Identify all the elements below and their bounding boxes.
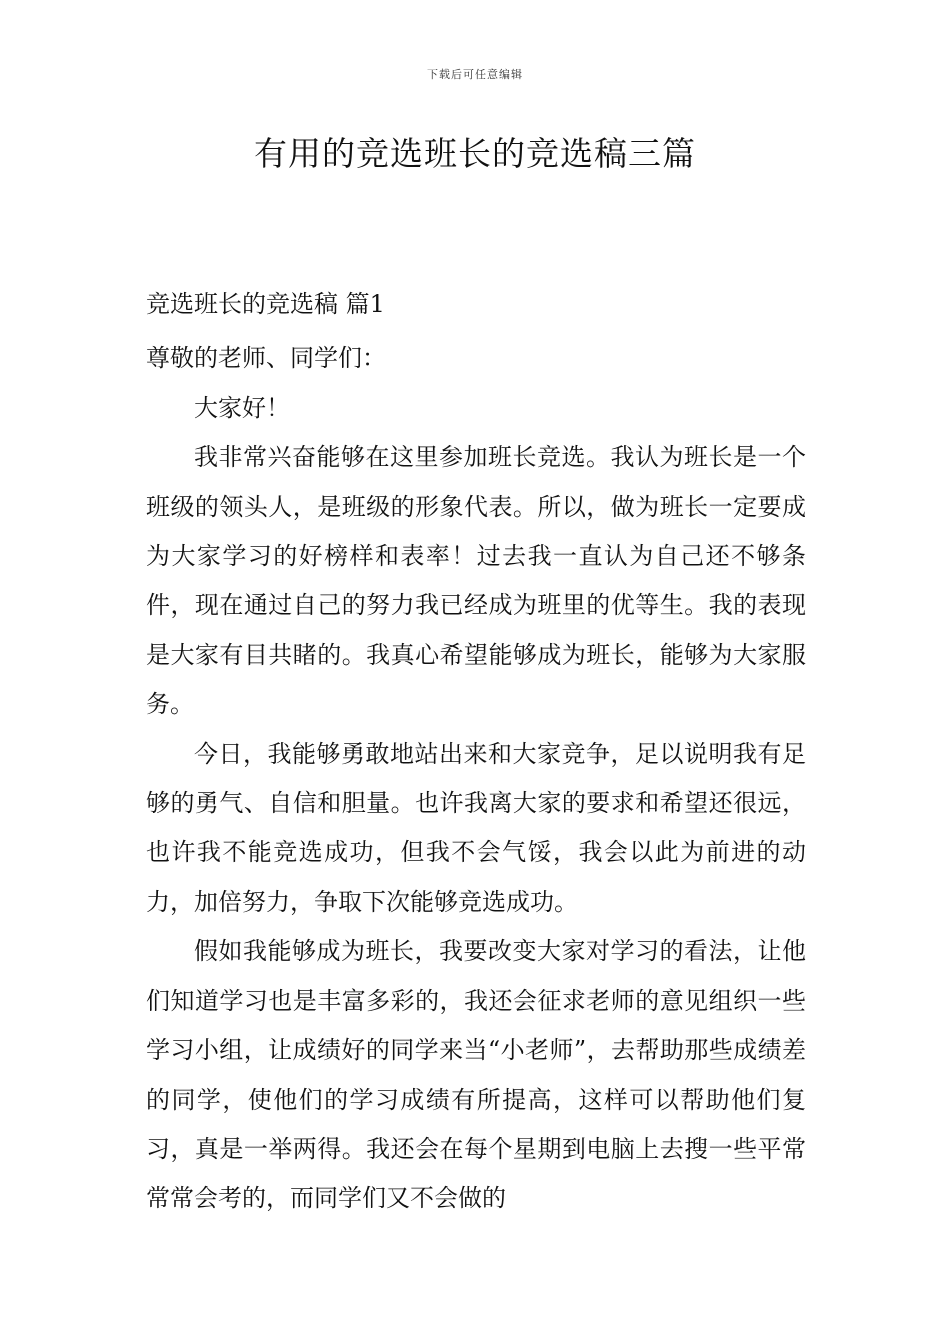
salutation: 尊敬的老师、同学们： (146, 344, 386, 373)
document-title: 有用的竞选班长的竞选稿三篇 (254, 134, 696, 173)
paragraph-2: 今日，我能够勇敢地站出来和大家竞争，足以说明我有足够的勇气、自信和胆量。也许我离大家的要求和希望还很远，也许我不能竞选成功，但我不会气馁，我会以此为前进的动力，加倍努力，争取下次能够竞选成功。 (146, 739, 806, 916)
paragraph-3: 假如我能够成为班长，我要改变大家对学习的看法，让他们知道学习也是丰富多彩的，我还会征求老师的意见组织一些学习小组，让成绩好的同学来当“小老师”，去帮助那些成绩差的同学，使他们的学习成绩有所提高，这样可以帮助他们复习，真是一举两得。我还会在每个星期到电脑上去搜一些平常常常会考的，而同学们又不会做的 (146, 937, 806, 1213)
section-heading: 竞选班长的竞选稿 篇1 (146, 290, 385, 318)
header-note: 下载后可任意编辑 (427, 68, 523, 81)
paragraph-1: 我非常兴奋能够在这里参加班长竞选。我认为班长是一个班级的领头人，是班级的形象代表。所以，做为班长一定要成为大家学习的好榜样和表率！过去我一直认为自己还不够条件，现在通过自己的努力我已经成为班里的优等生。我的表现是大家有目共睹的。我真心希望能够成为班长，能够为大家服务。 (146, 443, 806, 719)
document-body (146, 280, 806, 1224)
paragraph-greeting: 大家好！ (194, 393, 290, 422)
